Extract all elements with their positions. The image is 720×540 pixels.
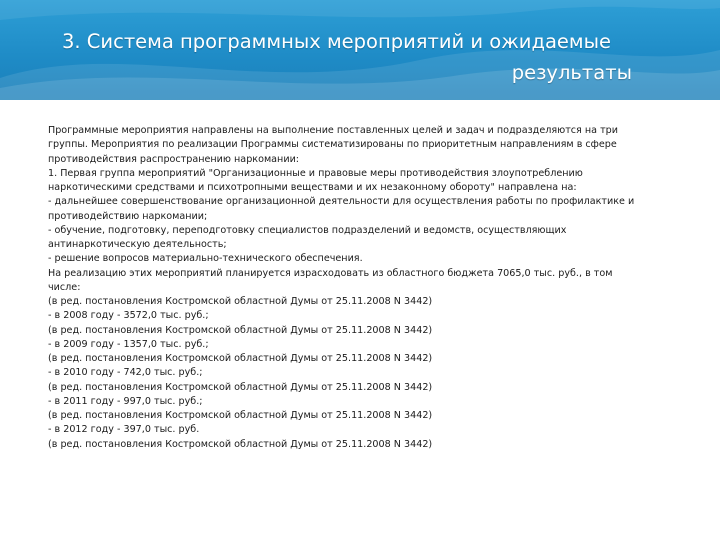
body-line: числе: <box>48 281 81 293</box>
body-line: (в ред. постановления Костромской областной Думы от 25.11.2008 N 3442) <box>48 438 433 450</box>
body-line: Программные мероприятия направлены на выполнение поставленных целей и задач и подразделяются на три <box>48 125 618 136</box>
body-line: (в ред. постановления Костромской областной Думы от 25.11.2008 N 3442) <box>48 381 433 393</box>
body-line: На реализацию этих мероприятий планируется израсходовать из областного бюджета 7065,0 тыс. руб., в том <box>48 267 613 279</box>
body-text <box>48 124 658 452</box>
body-line: (в ред. постановления Костромской областной Думы от 25.11.2008 N 3442) <box>48 353 433 364</box>
body-line: 1. Первая группа мероприятий "Организационные и правовые меры противодействия злоупотреблению <box>48 167 583 179</box>
body-line: - решение вопросов материально-технического обеспечения. <box>48 253 363 265</box>
body-line: (в ред. постановления Костромской областной Думы от 25.11.2008 N 3442) <box>48 410 433 421</box>
body-line: (в ред. постановления Костромской областной Думы от 25.11.2008 N 3442) <box>48 324 433 336</box>
body-line: противодействию наркомании; <box>48 210 208 222</box>
body-line: - в 2009 году - 1357,0 тыс. руб.; <box>48 338 209 350</box>
body-line: антинаркотическую деятельность; <box>48 239 227 250</box>
body-line: - в 2011 году - 997,0 тыс. руб.; <box>48 395 203 407</box>
body-line: - обучение, подготовку, переподготовку специалистов подразделений и ведомств, осуществляющих <box>48 224 567 236</box>
body-line: группы. Мероприятия по реализации Программы систематизированы по приоритетным направлениям в сфере <box>48 139 617 151</box>
body-line: - в 2008 году - 3572,0 тыс. руб.; <box>48 310 209 322</box>
body-line: - в 2010 году - 742,0 тыс. руб.; <box>48 367 203 379</box>
body-line: наркотическими средствами и психотропными веществами и их незаконному обороту" направлена на: <box>48 182 577 193</box>
title-banner <box>0 0 720 100</box>
body-line: - дальнейшее совершенствование организационной деятельности для осуществления работы по профилактике и <box>48 196 635 208</box>
body-line: противодействия распространению наркомании: <box>48 153 300 165</box>
page-title-line-2: результаты <box>511 61 632 84</box>
body-line: - в 2012 году - 397,0 тыс. руб. <box>48 424 200 436</box>
page-title-line-1: 3. Система программных мероприятий и ожидаемые <box>62 30 611 53</box>
page-title <box>62 26 632 88</box>
body-line: (в ред. постановления Костромской областной Думы от 25.11.2008 N 3442) <box>48 296 433 307</box>
